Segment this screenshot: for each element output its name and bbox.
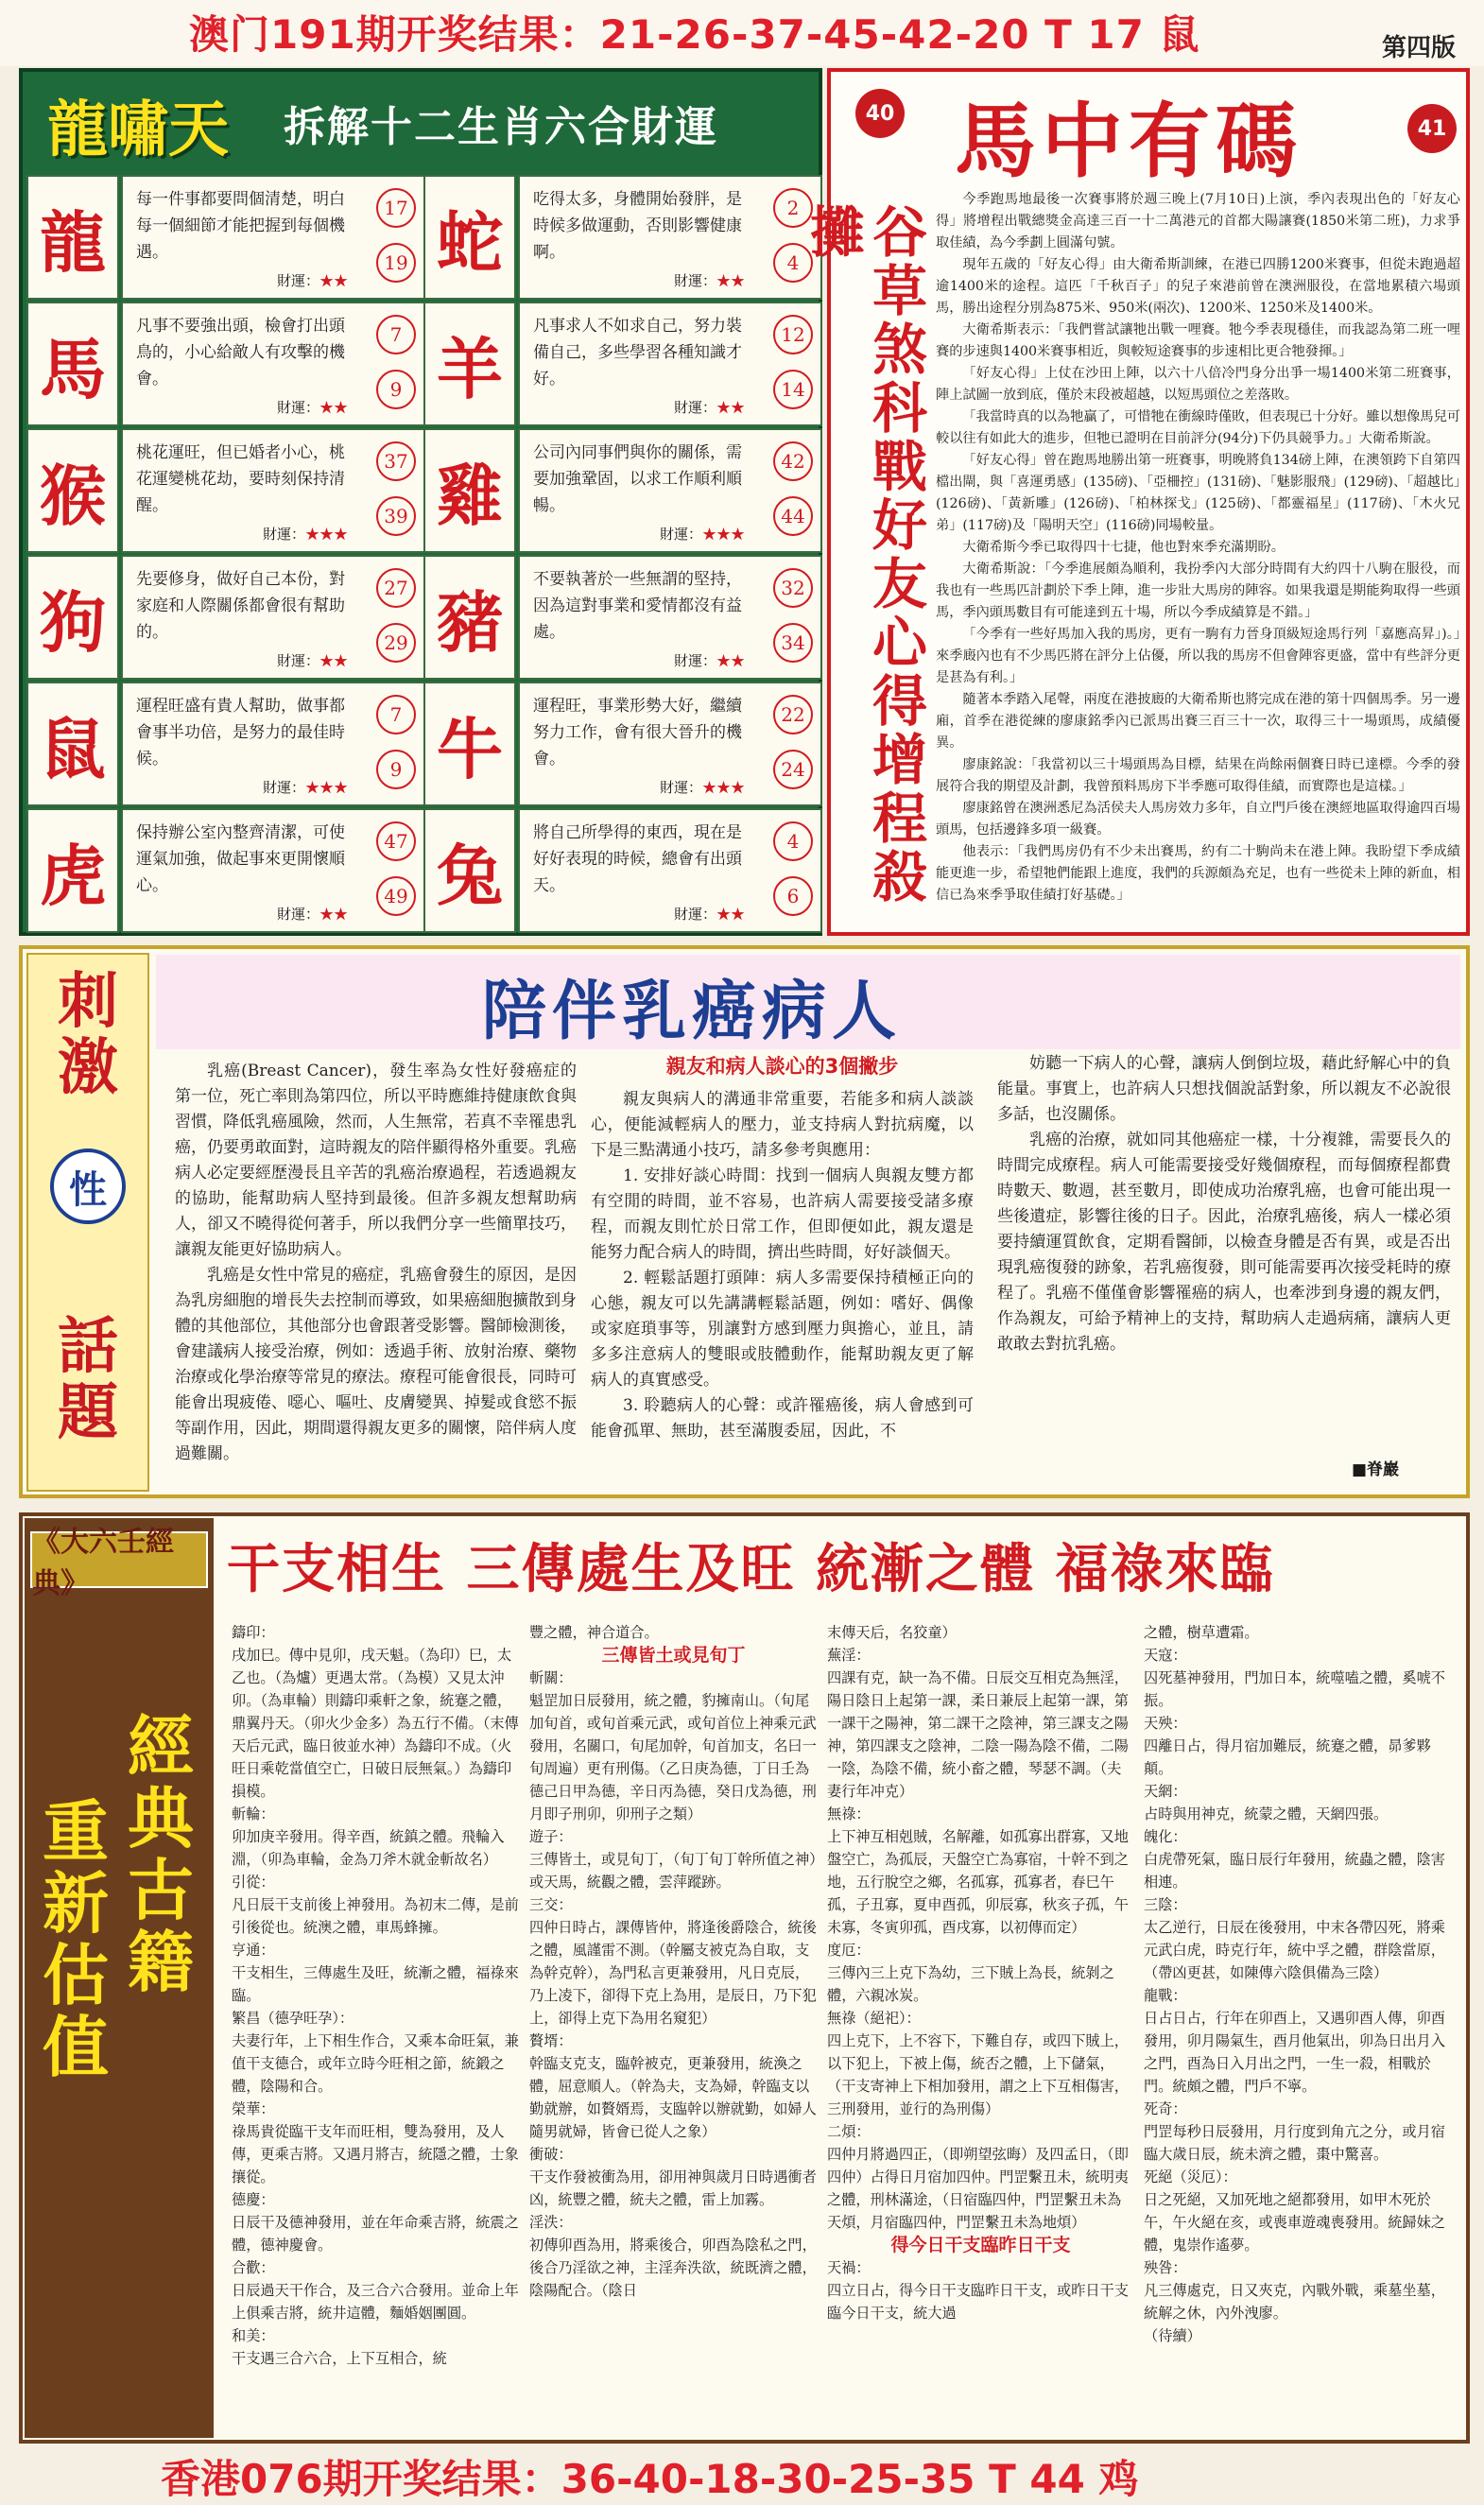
wealth-rating-label: 財運：: [673, 399, 716, 416]
horse-headline: 谷草煞科戰好友心得增程殺攤: [801, 203, 927, 907]
zodiac-fortune-cell: [121, 808, 425, 933]
lucky-number: 29: [376, 623, 416, 663]
wealth-rating-label: 財運：: [659, 779, 702, 796]
classic-line: 凡日辰干支前後上神發用。為初末二傳，是前引後從也。統澳之體，車馬蜂擁。: [232, 1896, 519, 1936]
paragraph: 「好友心得」上仗在沙田上陣，以六十八倍冷門身分出爭一場1400米第二班賽事，陣上試圖一放到底，僅於末段被超越，以短馬頭位之差落敗。: [936, 366, 1460, 403]
zodiac-fortune-cell: [518, 682, 822, 806]
vertical-title-char: 古: [128, 1851, 194, 1929]
zodiac-character: 牛: [423, 682, 516, 806]
zodiac-fortune-cell: [121, 555, 425, 680]
wealth-rating: [277, 650, 348, 670]
classic-line: 四立日占，得今日干支臨昨日干支，或昨日干支臨今日干支，統大過: [827, 2282, 1129, 2322]
wealth-stars: ★★: [319, 652, 348, 669]
classic-column-2: [529, 1621, 818, 2434]
issue-badge-right: 41: [1407, 104, 1457, 153]
wealth-rating-label: 財運：: [659, 526, 702, 543]
paragraph: 乳癌(Breast Cancer)，發生率為女性好發癌症的第一位，死亡率則為第四位，所以平時應維持健康飲食與習慣，降低乳癌風險，然而，人生無常，若真不幸罹患乳癌，仍要勇敢面對，這時親友的陪伴顯得格外重要。乳癌病人必定要經歷漫長且辛苦的乳癌治療過程，若透過親友的協助，能幫助病人堅持到最後。但許多親友想幫助病人，卻又不曉得從何著手，所以我們分享一些簡單技巧，讓親友能更好協助病人。: [175, 1062, 577, 1259]
lucky-number: 42: [773, 441, 813, 481]
classic-article-title: 干支相生 三傳處生及旺 統漸之體 福祿來臨: [227, 1538, 1275, 1600]
zodiac-fortune-text: 公司內同事們與你的關係，需要加強鞏固，以求工作順利順暢。: [533, 443, 742, 515]
lucky-number: 17: [376, 188, 416, 228]
lucky-number: 6: [773, 876, 813, 916]
classic-line: 殃咎：: [1144, 2259, 1187, 2276]
classic-line: 日辰過天干作合，及三合六合發用。並命上年上俱乘吉將，統井這體，麵婚姻團圓。: [232, 2282, 519, 2322]
lucky-number: 2: [773, 188, 813, 228]
classic-line: 遊子：: [529, 1828, 573, 1845]
wealth-rating: [674, 650, 745, 670]
classic-line: 鑄印：: [232, 1624, 275, 1641]
zodiac-fortune-text: 吃得太多，身體開始發胖，是時候多做運動，否則影響健康啊。: [533, 190, 742, 262]
lucky-number: 47: [376, 821, 416, 861]
classic-line: 天禍：: [827, 2259, 871, 2276]
wealth-stars: ★★: [716, 906, 745, 923]
zodiac-panel-header: [28, 76, 813, 165]
classic-line: 干支相生，三傳處生及旺，統漸之體，福祿來臨。: [232, 1964, 519, 2004]
classic-line: 祿馬貴從臨干支年而旺相，雙為發用，及人傳，更乘吉將。又遇月將吉，統隱之體，士象攘從。: [232, 2123, 519, 2185]
lucky-number: 19: [376, 243, 416, 283]
classic-series-tag: 《大六壬經典》: [30, 1531, 208, 1588]
classic-line: 白虎帶死氣，臨日辰行年發用，統蟲之體，陰害相連。: [1144, 1851, 1445, 1891]
classic-line: 四離日占，得月宿加難辰，統蹇之體，昴爹夥顛。: [1144, 1737, 1431, 1777]
paragraph: 現年五歲的「好友心得」由大衛希斯訓練，在港已四勝1200米賽事，但從未跑過超逾1400米的途程。這匹「千秋百子」的兒子來港前曾在澳洲服役，在當地累積六場頭馬，勝出途程分別為875米、950米(兩次)、1200米、1250米及1400米。: [936, 257, 1460, 316]
classic-line: 引從：: [232, 1874, 275, 1891]
classic-line: 豐之體，神合道合。: [529, 1624, 659, 1641]
wealth-stars: ★★: [716, 272, 745, 289]
classic-line: 日占日占，行年在卯酉上，又遇卯酉人傳，卯酉發用，卯月陽氣生，酉月他氣出，卯為日出月入之門，酉為日入月出之門，一生一殺，相戰於門。統頗之體，門戶不寧。: [1144, 2010, 1445, 2095]
classic-line: 囚死墓神發用，門加日本，統噬嗑之體，奚唬不振。: [1144, 1669, 1445, 1709]
zodiac-character: 雞: [423, 428, 516, 553]
side-char: 激: [58, 1032, 118, 1103]
classic-line: 蕪淫：: [827, 1647, 871, 1664]
horse-panel-header: [855, 76, 1460, 189]
wealth-rating-label: 財運：: [673, 906, 716, 923]
classic-line: 二煩：: [827, 2123, 871, 2140]
paragraph: 乳癌的治療，就如同其他癌症一樣，十分複雜，需要長久的時間完成療程。病人可能需要接受好幾個療程，而每個療程都費時數天、數週，甚至數月，即使成功治療乳癌，也會可能出現一些後遺症，影響往後的日子。因此，治療乳癌後，病人一樣必須要持續運質飲食，定期看醫師，以檢查身體是否有異，或是否出現乳癌復發的跡象，若乳癌復發，則可能需要再次接受耗時的療程了。乳癌不僅僅會影響罹癌的病人，也牽涉到身邊的親友們，作為親友，可給予精神上的支持，幫助病人走過病痛，讓病人更敢敢去對抗乳癌。: [997, 1131, 1451, 1354]
zodiac-fortune-cell: [121, 175, 425, 300]
lucky-number: 7: [376, 315, 416, 354]
classic-line: 凡三傳處克，日又夾克，內戰外戰，乘墓坐墓，統解之休，內外洩廖。: [1144, 2282, 1445, 2322]
vertical-title-char: 值: [43, 2008, 109, 2086]
paragraph: 廖康銘曾在澳洲悉尼為活侯夫人馬房效力多年，自立門戶後在澳經地區取得逾四百場頭馬，包括邊鋒多項一級賽。: [936, 801, 1460, 838]
hongkong-result-headline: 香港076期开奖结果：36-40-18-30-25-35 T 44 鸡: [161, 2456, 1139, 2502]
lucky-number: 39: [376, 496, 416, 536]
classic-line: 三傳內三上克下為幼，三下賊上為長，統剝之體，六親冰炭。: [827, 1964, 1114, 2004]
lucky-number: 12: [773, 315, 813, 354]
classic-line: 卯加庚辛發用。得辛酉，統鎮之體。飛輪入淵，（卯為車輪，金為刀斧木就金斬故名）: [232, 1828, 505, 1868]
health-subhead: 親友和病人談心的3個撇步: [665, 1055, 899, 1078]
wealth-rating: [263, 524, 348, 544]
classic-line: 無祿：: [827, 1805, 871, 1823]
health-article-title: 陪伴乳癌病人: [482, 974, 903, 1049]
wealth-rating: [660, 777, 745, 797]
classic-line: 淫泆：: [529, 2214, 573, 2231]
zodiac-fortune-text: 運程旺盛有貴人幫助，做事都會事半功倍，是努力的最佳時候。: [136, 697, 345, 769]
classic-subhead: 得今日干支臨昨日干支: [890, 2235, 1071, 2255]
zodiac-character: 羊: [423, 302, 516, 426]
classic-line: 日辰干及德神發用，並在年命乘吉將，統震之體，德神慶會。: [232, 2214, 519, 2254]
health-author: ■脊巖: [1352, 1460, 1400, 1479]
lucky-number: 4: [773, 821, 813, 861]
issue-badge-left: 40: [855, 89, 905, 138]
classic-line: 死絕（災厄）：: [1144, 2168, 1237, 2185]
classic-line: 天寇：: [1144, 1647, 1187, 1664]
zodiac-fortune-cell: [518, 428, 822, 553]
classic-line: 三陰：: [1144, 1896, 1187, 1913]
paragraph: 今季跑馬地最後一次賽事將於週三晚上(7月10日)上演，季內表現出色的「好友心得」將增程出戰總獎金高達三百一十二萬港元的首都大陽讓賽(1850米第二班)，力求爭取佳績，為今季劃上圓滿句號。: [936, 192, 1460, 250]
zodiac-fortune-text: 每一件事都要問個清楚，明白每一個細節才能把握到每個機遇。: [136, 190, 345, 262]
wealth-rating: [263, 777, 348, 797]
vertical-title-char: 估: [43, 1936, 109, 2014]
paragraph: 1. 安排好談心時間：找到一個病人與親友雙方都有空閒的時間，並不容易，也許病人需要接受諸多療程，而親友則忙於日常工作，但即便如此，親友還是能努力配合病人的時間，擠出些時間，好好談個天。: [591, 1166, 974, 1262]
vertical-title-char: 經: [128, 1707, 194, 1786]
paragraph: 「好友心得」曾在跑馬地勝出第一班賽事，明晚將負134磅上陣，在澳領跨下自第四檔出閘，與「喜運勇感」(135磅)、「亞柵控」(131磅)、「魅影服飛」(129磅)、「超越比」(126磅)、「黃新雕」(126磅)、「柏林探戈」(125磅)、「都靈福星」(117磅)、「木火兄弟」(117磅)及「陽明天空」(116磅)同場較量。: [936, 453, 1460, 533]
wealth-rating-label: 財運：: [673, 652, 716, 669]
classic-column-4: [1144, 1621, 1456, 2434]
zodiac-fortune-text: 運程旺，事業形勢大好，繼續努力工作，會有很大晉升的機會。: [533, 697, 742, 769]
classic-line: 四課有克，缺一為不備。日辰交互相克為無淫，陽日陰日上起第一課，柔日兼辰上起第一課，第一課干之陽神，第二課干之陰神，第三課支之陽神，第四課支之陰神，二陰一陽為陰不備，二陽一陰，為陰不備，統小畜之體，琴瑟不調。（夫妻行年冲克）: [827, 1669, 1129, 1800]
classic-line: 榮華：: [232, 2100, 275, 2117]
lucky-number: 37: [376, 441, 416, 481]
zodiac-character: 龍: [26, 175, 119, 300]
zodiac-fortune-text: 桃花運旺，但已婚者小心，桃花運變桃花劫，要時刻保持清醒。: [136, 443, 345, 515]
classic-line: 門罡每秒日辰發用，月行度到角亢之分，或月宿臨大歲日辰，統未濟之體，棗中驚喜。: [1144, 2123, 1445, 2163]
classic-line: 初傳卯酉為用，將乘後合，卯酉為陰私之門，後合乃淫欲之神，主淫奔泆欲，統既濟之體，陰陽配合。（陰日: [529, 2237, 817, 2299]
classic-line: 繁昌（德孕旺孕）：: [232, 2010, 354, 2027]
classic-line: 日之死絕，又加死地之絕都發用，如甲木死於午，午火絕在亥，或喪車遊魂喪發用。統歸妹之體，鬼崇作遙夢。: [1144, 2191, 1445, 2254]
paragraph: 3. 聆聽病人的心聲：或許罹癌後，病人會感到可能會孤單、無助，甚至滿腹委屈，因此，不: [591, 1396, 974, 1441]
lucky-number: 9: [376, 370, 416, 409]
zodiac-character: 蛇: [423, 175, 516, 300]
paragraph: 「今季有一些好馬加入我的馬房，更有一駒有力晉身頂級短途馬行列「嘉應高昇」)。」來季廄內也有不少馬匹將在評分上佔優，所以我的馬房不但會陣容更盛，當中有些評分更是甚為有利。」: [936, 627, 1460, 685]
classic-line: 三傳皆土，或見旬丁，（旬丁旬丁幹所值之神）或天馬，統觀之體，雲萍蹤跡。: [529, 1851, 817, 1891]
wealth-rating-label: 財運：: [262, 526, 305, 543]
wealth-stars: ★★★: [701, 779, 745, 796]
classic-subhead: 三傳皆土或見旬丁: [601, 1645, 746, 1666]
vertical-title-char: 典: [128, 1779, 194, 1857]
wealth-stars: ★★: [319, 399, 348, 416]
lucky-number: 14: [773, 370, 813, 409]
health-column-3: [997, 1051, 1451, 1458]
side-title-top: [28, 966, 147, 1103]
classic-line: 斬關：: [529, 1669, 573, 1686]
horse-article-body: [936, 189, 1460, 926]
lucky-number: 9: [376, 750, 416, 789]
wealth-stars: ★★★: [304, 526, 348, 543]
classic-line: 戌加巳。傳中見卯，戌天魁。（為印）巳，太乙也。（為爐）更遇太常。（為模）又見太沖卯。（為車輪）則鑄印乘軒之象，統蹇之體，鼎翼丹天。（卯火少金多）為五行不備。（末傳天后元武，臨日彼並水神）為鑄印不成。（火旺日乘乾當值空亡，日破日辰無氣。）為鑄印損模。: [232, 1647, 519, 1800]
classic-line: 太乙逆行，日辰在後發用，中末各帶囚死，將乘元武白虎，時克行年，統中孚之體，群陰當原，（帶凶更甚，如陳傳六陰俱備為三陰）: [1144, 1919, 1445, 1981]
zodiac-character: 鼠: [26, 682, 119, 806]
zodiac-fortune-cell: [121, 302, 425, 426]
side-char: 刺: [58, 966, 118, 1037]
lucky-number: 7: [376, 695, 416, 734]
wealth-stars: ★★: [319, 272, 348, 289]
lucky-number: 49: [376, 876, 416, 916]
classic-line: 幹臨支克支，臨幹被克，更兼發用，統渙之體，屈意順人。（幹為夫，支為婦，幹臨支以勤就辦，如贅婿焉，支臨幹以辦就勤，如婦人隨男就婦，皆會已從人之象）: [529, 2055, 817, 2140]
classic-line: 四仲月將過四正，（即朔望弦晦）及四孟日，（即四仲）占得日月宿加四仲。門罡繫丑未，統明夷之體，刑林滿途，（日宿臨四仲，門罡繫丑未為天煩，月宿臨四仲，門罡繫丑未為地煩）: [827, 2146, 1129, 2231]
classic-line: 魄化：: [1144, 1828, 1187, 1845]
zodiac-character: 馬: [26, 302, 119, 426]
zodiac-character: 豬: [423, 555, 516, 680]
classic-line: 和美：: [232, 2327, 275, 2344]
classic-column-3: [827, 1621, 1134, 2434]
zodiac-fortune-text: 保持辦公室內整齊清潔，可使運氣加強，做起事來更開懷順心。: [136, 823, 345, 895]
lucky-number: 24: [773, 750, 813, 789]
classic-line: 魁罡加日辰發用，統之體，豹擁南山。（旬尾加旬首，或旬首乘元武，或旬首位上神乘元武發用，名關口，旬尾加幹，旬首加支，名曰一旬周遍）更有刑傷。（乙日庚為德，丁日壬為德己日甲為德，辛日丙為德，癸日戊為德，刑月即子刑卯，卯刑子之類）: [529, 1692, 817, 1823]
zodiac-fortune-text: 將自己所學得的東西，現在是好好表現的時候，總會有出頭天。: [533, 823, 742, 895]
classic-line: 龍戰：: [1144, 1987, 1187, 2004]
paragraph: 隨著本季踏入尾聲，兩度在港披廄的大衛希斯也將完成在港的第十四個馬季。另一邊廂，首季在港從練的廖康銘季內已派馬出賽三百三十一次，取得三十一場頭馬，成績優異。: [936, 692, 1460, 751]
zodiac-fortune-cell: [121, 682, 425, 806]
classic-column-1: [232, 1621, 520, 2434]
lucky-number: 32: [773, 568, 813, 608]
classic-line: 四上克下，上不容下，下難自存，或四下賊上，以下犯上，下被上傷，統否之體，上下儲氣，（干支寄神上下相加發用，謂之上下互相傷害，三刑發用，並行的為刑傷）: [827, 2032, 1129, 2117]
lucky-number: 27: [376, 568, 416, 608]
lucky-number: 44: [773, 496, 813, 536]
wealth-rating-label: 財運：: [673, 272, 716, 289]
classic-line: 死奇：: [1144, 2100, 1187, 2117]
classic-line: 四仲日時占，課傳皆仲，將逢後爵陰合，統後之體，風謹雷不測。（幹屬支被克為自取，支為幹克幹），為門私言更兼發用，凡日克辰，乃上凌下，卻得下克上為用，是辰日，乃下犯上，卻得上克下為用名窺犯）: [529, 1919, 817, 2027]
zodiac-column-subtitle: 拆解十二生肖六合財運: [284, 103, 718, 151]
zodiac-fortune-cell: [518, 302, 822, 426]
wealth-stars: ★★: [319, 906, 348, 923]
classic-vertical-title-2: [33, 1792, 118, 2086]
horse-column-title: 馬中有碼: [955, 94, 1303, 189]
paragraph: 大衛希斯今季已取得四十七捷，他也對來季充滿期盼。: [962, 540, 1285, 555]
side-title-bottom: [28, 1311, 147, 1448]
classic-line: （待續）: [1144, 2327, 1201, 2344]
wealth-rating-label: 財運：: [276, 399, 319, 416]
classic-line: 無祿（絕祀）：: [827, 2010, 921, 2027]
zodiac-character: 虎: [26, 808, 119, 933]
paragraph: 妨聽一下病人的心聲，讓病人倒倒垃圾，藉此紓解心中的負能量。事實上，也許病人只想找個說話對象，所以親友不必說很多話，也沒關係。: [997, 1054, 1451, 1124]
wealth-rating: [277, 270, 348, 290]
wealth-stars: ★★★: [304, 779, 348, 796]
wealth-rating: [674, 397, 745, 417]
classic-line: 三交：: [529, 1896, 573, 1913]
paragraph: 2. 輕鬆話題打頭陣：病人多需要保持積極正向的心態，親友可以先講講輕鬆話題，例如：嗜好、偶像或家庭瑣事等，別讓對方感到壓力與擔心，並且，請多多注意病人的雙眼或肢體動作，能幫助親友更了解病人的真實感受。: [591, 1269, 974, 1390]
health-column-1: [175, 1059, 577, 1489]
paragraph: 大衛希斯說：「今季進展頗為順利，我扮季內大部分時間有大約四十八駒在服役，而我也有一些馬匹計劃於下季上陣，進一步壯大馬房的陣容。如果我還是期能夠取得一些頭馬，季內頭馬數目有可能達到五十場，所以今季成績算是不錯。」: [936, 561, 1460, 620]
macau-result-headline: 澳门191期开奖结果：21-26-37-45-42-20 T 17 鼠: [189, 11, 1200, 58]
zodiac-fortune-cell: [518, 808, 822, 933]
zodiac-fortune-cell: [518, 175, 822, 300]
zodiac-character: 狗: [26, 555, 119, 680]
classic-line: 合歡：: [232, 2259, 275, 2276]
classic-line: 德慶：: [232, 2191, 275, 2208]
classic-line: 度厄：: [827, 1942, 871, 1959]
classic-line: 夫妻行年，上下相生作合，又乘本命旺氣，兼值干支德合，或年立時今旺相之節，統鍛之體，陰陽和合。: [232, 2032, 519, 2095]
wealth-rating: [674, 904, 745, 924]
paragraph: 廖康銘說：「我當初以三十場頭馬為目標，結果在尚餘兩個賽日時已達標。今季的發展符合我的期望及計劃，我曾預料馬房下半季應可取得佳績，而實際也是這樣。」: [936, 757, 1460, 794]
vertical-title-char: 重: [43, 1792, 109, 1871]
vertical-title-char: 籍: [128, 1923, 194, 2001]
classic-line: 天殃：: [1144, 1715, 1187, 1732]
lucky-number: 22: [773, 695, 813, 734]
zodiac-character: 兔: [423, 808, 516, 933]
paragraph: 他表示：「我們馬房仍有不少未出賽馬，約有二十駒尚未在港上陣。我盼望下季成績能更進一步，希望牠們能跟上進度，我們的兵源頗為充足，也有一些從未上陣的新血，相信已為來季爭取佳績打好基礎。」: [936, 844, 1460, 903]
classic-line: 干支作發被衝為用，卻用神與歲月日時遇衝者凶，統豐之體，統夫之體，雷上加霧。: [529, 2168, 817, 2208]
wealth-rating: [277, 904, 348, 924]
paragraph: 親友與病人的溝通非常重要，若能多和病人談談心，便能減輕病人的壓力，並支持病人對抗病魔，以下是三點溝通小技巧，請多參考與應用：: [591, 1090, 974, 1160]
lucky-number: 4: [773, 243, 813, 283]
paragraph: 「我當時真的以為牠贏了，可惜牠在衝線時僅敗，但表現已十分好。雖以想像馬兒可較以往有如此大的進步，但牠已證明在目前評分(94分)下仍具競爭力。」大衛希斯說。: [936, 409, 1460, 446]
wealth-rating-label: 財運：: [276, 652, 319, 669]
wealth-rating: [674, 270, 745, 290]
paragraph: 乳癌是女性中常見的癌症，乳癌會發生的原因，是因為乳房細胞的增長失去控制而導致，如果癌細胞擴散到身體的其他部位，其他部分也會跟著受影響。醫師檢測後，會建議病人接受治療，例如：透過手術、放射治療、藥物治療或化學治療等常見的療法。療程可能會很長，同時可能會出現疲倦、噁心、嘔吐、皮膚變異、掉髮或食慾不振等副作用，因此，期間還得親友更多的關懷，陪伴病人度過難關。: [175, 1266, 577, 1463]
classic-line: 天網：: [1144, 1783, 1187, 1800]
classic-line: 贅壻：: [529, 2032, 573, 2049]
classic-line: 衝破：: [529, 2146, 573, 2163]
zodiac-column-name: 龍嘯天: [47, 95, 229, 165]
wealth-stars: ★★: [716, 652, 745, 669]
side-char: 題: [58, 1377, 118, 1448]
classic-line: 斬輪：: [232, 1805, 275, 1823]
wealth-rating-label: 財運：: [276, 272, 319, 289]
zodiac-fortune-text: 先要修身，做好自己本份，對家庭和人際關係都會很有幫助的。: [136, 570, 345, 642]
classic-line: 之體，樹草遭霜。: [1144, 1624, 1259, 1641]
wealth-rating-label: 財運：: [262, 779, 305, 796]
wealth-rating: [660, 524, 745, 544]
classic-line: 末傳天后，名狡童）: [827, 1624, 957, 1641]
classic-line: 上下神互相剋賊，名解離，如孤寡出群寡，又地盤空亡，為孤辰，天盤空亡為寡宿，十幹不到之地，五行脫空之鄉，名孤寡，孤寡者，春巳午孤，子丑寡，夏申酉孤，卯辰寡，秋亥子孤，午未寡，冬寅卯孤，酉戌寡，以初傳而定）: [827, 1828, 1129, 1936]
health-column-2: [591, 1087, 974, 1489]
wealth-rating: [277, 397, 348, 417]
lucky-number: 34: [773, 623, 813, 663]
zodiac-fortune-text: 不要執著於一些無謂的堅持，因為這對事業和愛情都沒有益處。: [533, 570, 742, 642]
classic-vertical-title-1: [118, 1707, 203, 2001]
side-title-circle: 性: [50, 1149, 126, 1224]
wealth-stars: ★★: [716, 399, 745, 416]
classic-line: 干支遇三合六合，上下互相合，統: [232, 2350, 447, 2367]
zodiac-fortune-text: 凡事求人不如求自己，努力裝備自己，多些學習各種知識才好。: [533, 317, 742, 389]
zodiac-fortune-cell: [518, 555, 822, 680]
page-label: 第四版: [1381, 34, 1456, 62]
health-subhead-wrap: [591, 1051, 974, 1080]
zodiac-character: 猴: [26, 428, 119, 553]
wealth-stars: ★★★: [701, 526, 745, 543]
classic-line: 亨通：: [232, 1942, 275, 1959]
zodiac-fortune-cell: [121, 428, 425, 553]
zodiac-fortune-text: 凡事不要強出頭，檢會打出頭鳥的，小心給敵人有攻擊的機會。: [136, 317, 345, 389]
vertical-title-char: 新: [43, 1864, 109, 1943]
wealth-rating-label: 財運：: [276, 906, 319, 923]
classic-line: 占時與用神克，統蒙之體，天網四張。: [1144, 1805, 1389, 1823]
paragraph: 大衛希斯表示：「我們嘗試讓牠出戰一哩賽。牠今季表現穩佳，而我認為第二班一哩賽的步速與1400米賽事相近，與較短途賽事的步速相比更合牠發揮。」: [936, 322, 1460, 359]
side-char: 話: [58, 1311, 118, 1382]
